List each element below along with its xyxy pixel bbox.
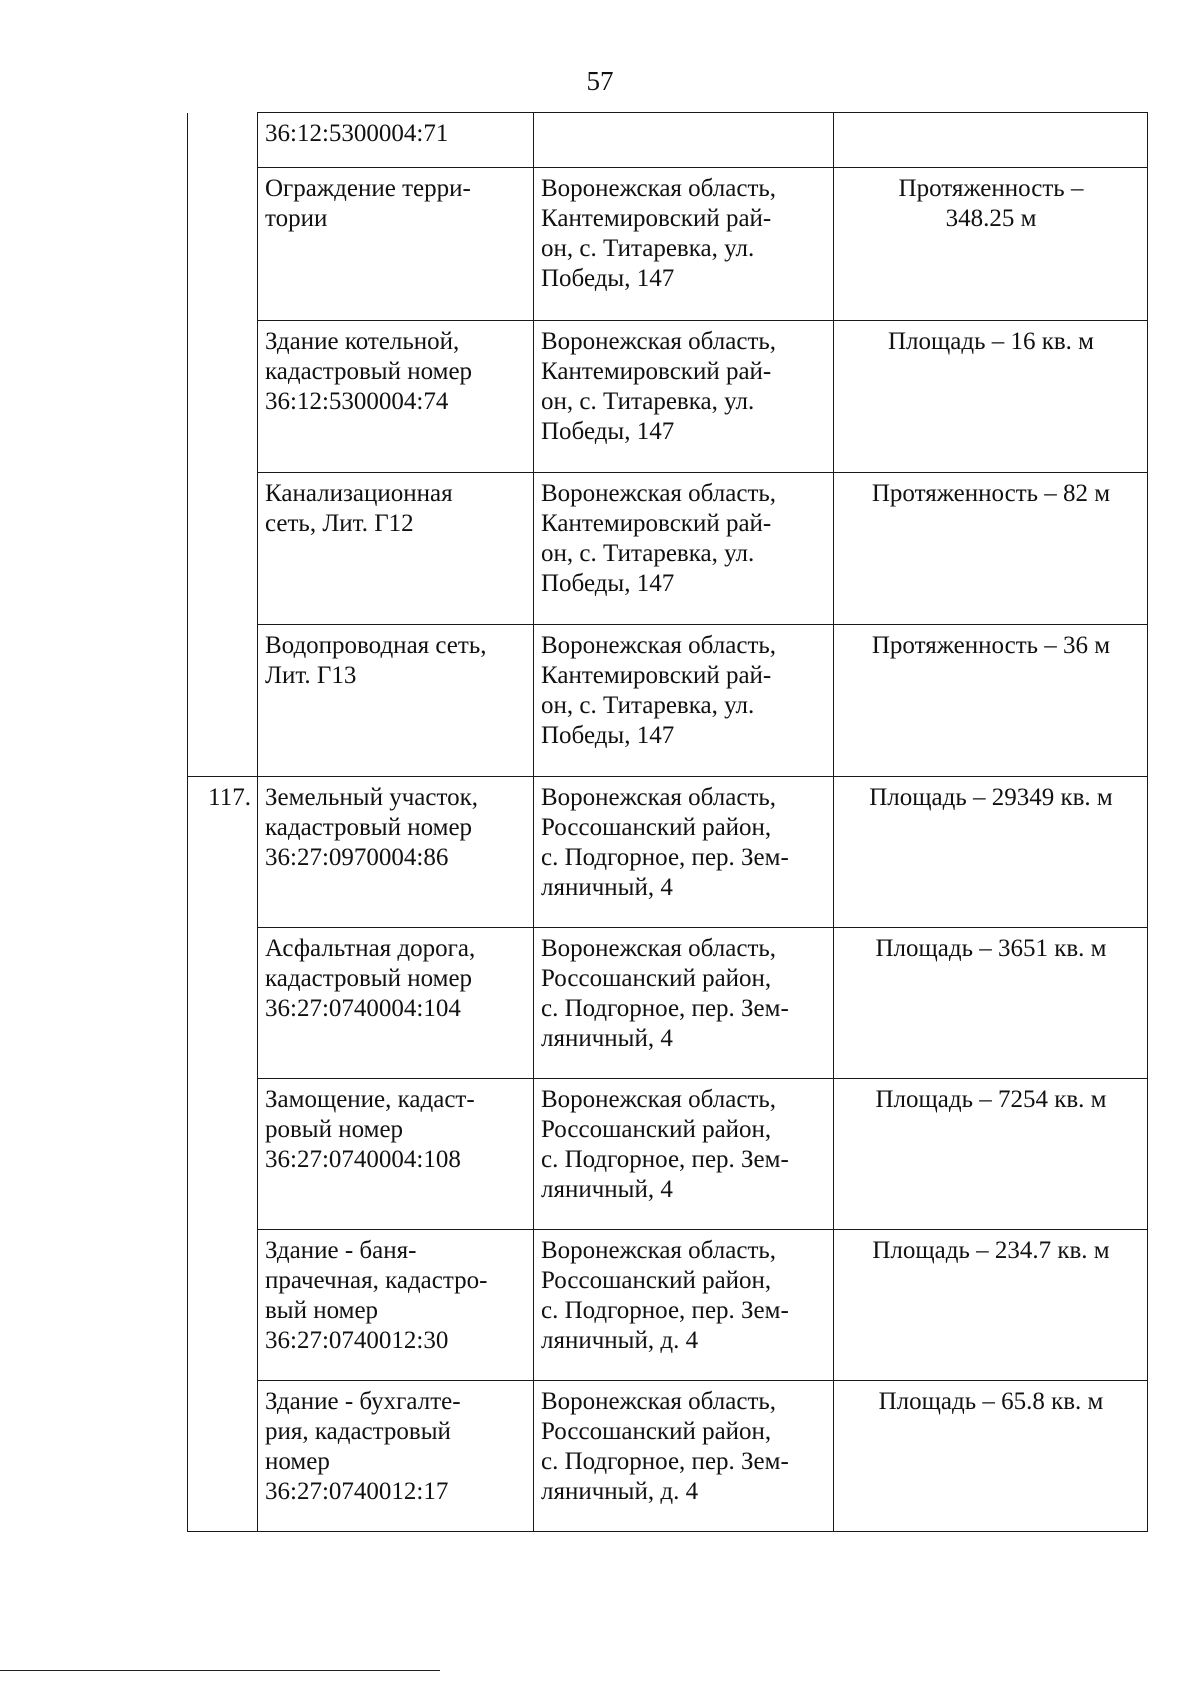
address: Воронежская область, Россошанский район, с. Подгорное, пер. Зем- ляничный, 4 [541,784,789,901]
table-row [188,777,1148,928]
object-name-cell [258,625,534,777]
page-number: 57 [586,66,614,96]
address-cell [534,928,834,1079]
item-number-cell [188,777,258,928]
table-row [188,1079,1148,1230]
table-row [188,1230,1148,1381]
address-cell [534,321,834,473]
table-row [188,625,1148,777]
address-cell [534,1381,834,1532]
item-number-cell [188,1079,258,1230]
object-name: Здание котельной, кадастровый номер 36:12:5300004:74 [265,328,473,415]
object-name: 36:12:5300004:71 [265,120,449,147]
address-cell [534,113,834,168]
object-name-cell [258,1230,534,1381]
table-row [188,321,1148,473]
object-name-cell [258,168,534,321]
table-row [188,168,1148,321]
object-name: Замощение, кадаст- ровый номер 36:27:0740004:108 [265,1086,475,1173]
address-cell [534,625,834,777]
object-name-cell [258,113,534,168]
table-row [188,928,1148,1079]
item-number-cell [188,928,258,1079]
address-cell [534,777,834,928]
parameter-cell [834,113,1148,168]
item-number: 117. [208,784,251,811]
address: Воронежская область, Россошанский район, с. Подгорное, пер. Зем- ляничный, 4 [541,935,789,1052]
object-name: Земельный участок, кадастровый номер 36:27:0970004:86 [265,784,478,871]
address: Воронежская область, Россошанский район, с. Подгорное, пер. Зем- ляничный, 4 [541,1086,789,1203]
parameter-cell [834,473,1148,625]
address: Воронежская область, Кантемировский рай- он, с. Титаревка, ул. Победы, 147 [541,632,777,749]
object-name: Водопроводная сеть, Лит. Г13 [265,632,487,689]
property-table [187,112,1148,1532]
parameter-cell [834,321,1148,473]
object-name: Ограждение терри- тории [265,175,471,232]
item-number-cell [188,625,258,777]
parameter-cell [834,1230,1148,1381]
address-cell [534,1079,834,1230]
object-name-cell [258,321,534,473]
object-name: Канализационная сеть, Лит. Г12 [265,480,453,537]
object-name-cell [258,1079,534,1230]
parameter: Площадь – 29349 кв. м [869,784,1113,811]
address: Воронежская область, Кантемировский рай- он, с. Титаревка, ул. Победы, 147 [541,328,777,445]
parameter-cell [834,625,1148,777]
item-number-cell [188,168,258,321]
parameter-cell [834,1381,1148,1532]
parameter: Протяженность – 82 м [871,480,1111,507]
address: Воронежская область, Россошанский район, с. Подгорное, пер. Зем- ляничный, д. 4 [541,1237,789,1354]
parameter-cell [834,777,1148,928]
address: Воронежская область, Кантемировский рай- он, с. Титаревка, ул. Победы, 147 [541,480,777,597]
address: Воронежская область, Кантемировский рай- он, с. Титаревка, ул. Победы, 147 [541,175,777,292]
object-name-cell [258,1381,534,1532]
address: Воронежская область, Россошанский район, с. Подгорное, пер. Зем- ляничный, д. 4 [541,1388,789,1505]
item-number-cell [188,113,258,168]
parameter: Площадь – 7254 кв. м [875,1086,1107,1113]
object-name: Здание - бухгалте- рия, кадастровый номер 36:27:0740012:17 [265,1388,461,1505]
parameter: Площадь – 16 кв. м [887,328,1095,355]
item-number-cell [188,321,258,473]
object-name-cell [258,928,534,1079]
parameter-cell [834,928,1148,1079]
address-cell [534,1230,834,1381]
table-row [188,113,1148,168]
footer-rule [0,1670,440,1671]
object-name-cell [258,777,534,928]
address-cell [534,473,834,625]
item-number-cell [188,1230,258,1381]
item-number-cell [188,473,258,625]
object-name-cell [258,473,534,625]
parameter: Протяженность – 348.25 м [898,175,1084,232]
item-number-cell [188,1381,258,1532]
table-row [188,473,1148,625]
table-row [188,1381,1148,1532]
object-name: Здание - баня- прачечная, кадастро- вый номер 36:27:0740012:30 [265,1237,488,1354]
parameter: Площадь – 234.7 кв. м [872,1237,1110,1264]
parameter: Площадь – 3651 кв. м [875,935,1107,962]
parameter-cell [834,168,1148,321]
parameter: Протяженность – 36 м [871,632,1111,659]
parameter-cell [834,1079,1148,1230]
object-name: Асфальтная дорога, кадастровый номер 36:27:0740004:104 [265,935,476,1022]
address-cell [534,168,834,321]
parameter: Площадь – 65.8 кв. м [878,1388,1104,1415]
